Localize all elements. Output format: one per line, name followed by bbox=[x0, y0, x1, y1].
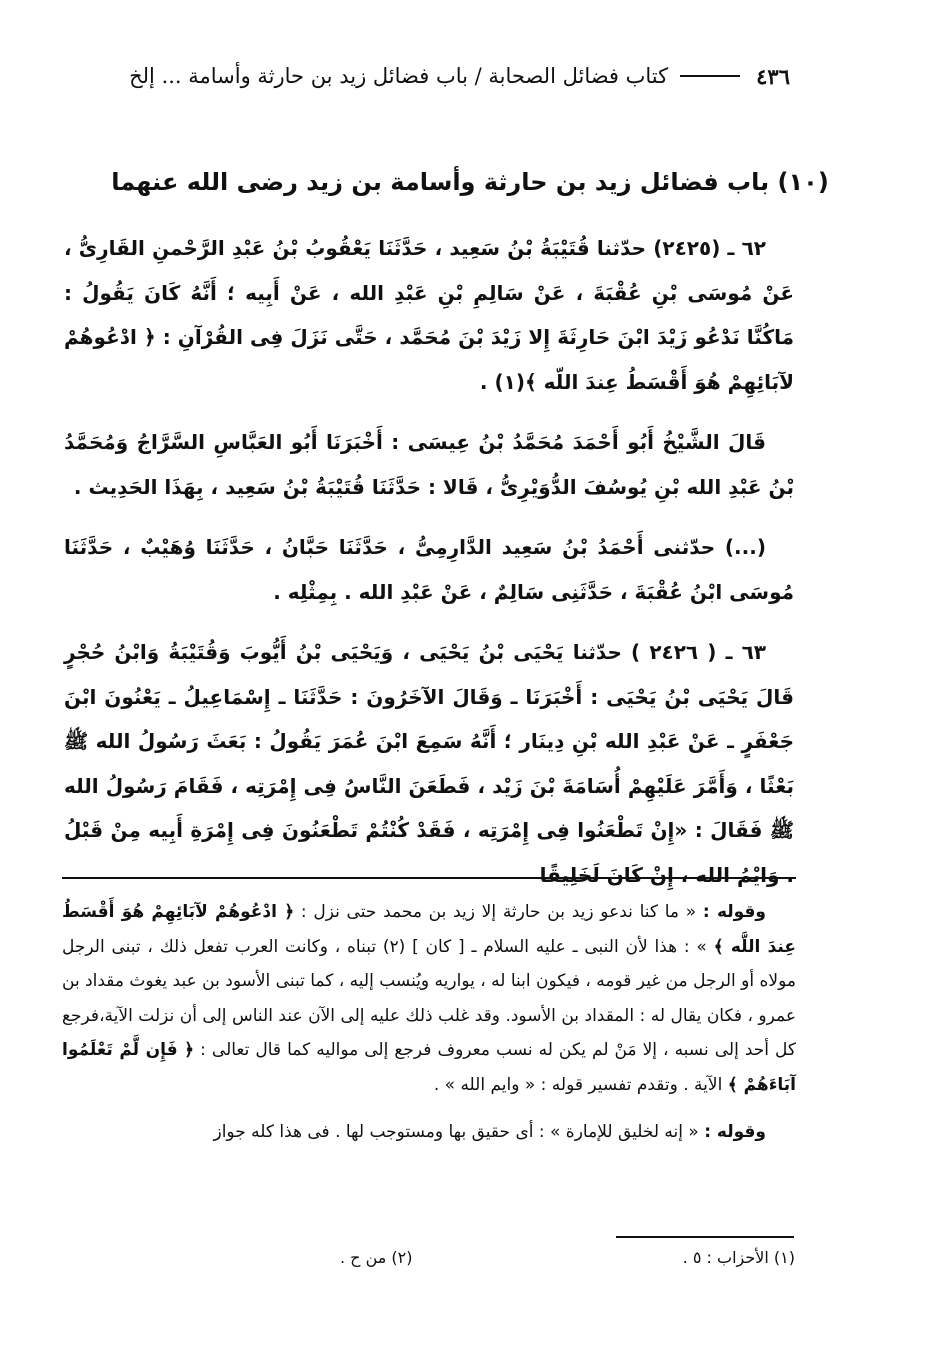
hadith-paragraph: ٦٢ ـ (٢٤٢٥) حدّثنا قُتَيْبَةُ بْنُ سَعِيد ، حَدَّثَنَا يَعْقُوبُ بْنُ عَبْدِ الرَّحْمنِ القَارِىُّ ، عَنْ مُوسَى بْنِ عُقْبَةَ ، عَنْ سَالِمِ بْنِ عَبْدِ الله ، عَنْ أَبِيه ؛ أَنَّهُ كَانَ يَقُولُ : مَاكُنَّا نَدْعُو زَيْدَ ابْنَ حَارِثَةَ إِلا زَيْدَ بْنَ مُحَمَّد ، حَتَّى نَزَلَ فِى القُرْآنِ : ﴿ ادْعُوهُمْ لآبَائِهِمْ هُوَ أَقْسَطُ عِندَ اللّه ﴾(١) . bbox=[64, 236, 794, 394]
commentary-divider bbox=[62, 877, 796, 879]
footnote-2: (٢) من ح . bbox=[340, 1248, 413, 1267]
quran-quote: ﴿ فَإِن لَّمْ تَعْلَمُوا آبَاءَهُمْ ﴾ bbox=[62, 1040, 796, 1095]
running-header bbox=[30, 58, 790, 94]
commentary-text: الآية . وتقدم تفسير قوله : « وايم الله » . bbox=[433, 1074, 728, 1095]
commentary-paragraph bbox=[62, 895, 796, 1102]
header-rule bbox=[680, 75, 740, 77]
quran-quote: ﴿ ادْعُوهُمْ لآبَائِهِمْ هُوَ أَقْسَطُ عِندَ اللَّه ﴾ bbox=[62, 902, 796, 957]
footnotes bbox=[340, 1248, 795, 1278]
page-number: ٤٣٦ bbox=[756, 63, 790, 89]
hadith-text bbox=[64, 226, 794, 897]
commentary-text: » : هذا لأن النبى ـ عليه السلام ـ [ كان ] (٢) تبناه ، وكانت العرب تفعل ذلك ، تبنى الرجل مولاه أو الرجل من غير قومه ، فيكون ابنا له ، يواريه ويُنسب إليه ، كما تبنى الأسود بن عبد يغوث مقداد بن عمرو ، فكان يقال له : المقداد بن الأسود. وقد غلب ذلك عليه إلى الآن عند الناس إلى أن نزلت الآية،فرجع كل أحد إلى نسبه ، إلا مَنْ لم يكن له نسب معروف فرجع إلى مواليه كما قال تعالى : bbox=[62, 936, 796, 1060]
footnote-1: (١) الأحزاب : ٥ . bbox=[682, 1248, 795, 1267]
running-title: كتاب فضائل الصحابة / باب فضائل زيد بن حارثة وأسامة ... إلخ bbox=[129, 64, 669, 88]
commentary-lead: وقوله : bbox=[702, 902, 767, 922]
commentary-text: « ما كنا ندعو زيد بن حارثة إلا زيد بن محمد حتى نزل : bbox=[294, 902, 703, 922]
hadith-paragraph: قَالَ الشَّيْخُ أَبُو أَحْمَدَ مُحَمَّدُ بْنُ عِيسَى : أَخْبَرَنَا أَبُو العَبَّاسِ السَّرَّاجُ وَمُحَمَّدُ بْنُ عَبْدِ الله بْنِ يُوسُفَ الدُّوَيْرِىُّ ، قَالا : حَدَّثَنَا قُتَيْبَةُ بْنُ سَعِيد ، بِهَذَا الحَدِيث . bbox=[64, 430, 794, 499]
footnote-divider bbox=[616, 1236, 794, 1238]
commentary-paragraph bbox=[62, 1115, 796, 1150]
hadith-paragraph: (...) حدّثنى أَحْمَدُ بْنُ سَعِيد الدَّارِمِىُّ ، حَدَّثَنَا حَبَّانُ ، حَدَّثَنَا وُهَيْبٌ ، حَدَّثَنَا مُوسَى ابْنُ عُقْبَةَ ، حَدَّثَنِى سَالِمٌ ، عَنْ عَبْدِ الله . بِمِثْلِه . bbox=[64, 535, 794, 604]
commentary-lead: وقوله : bbox=[704, 1122, 766, 1142]
commentary-text: « إنه لخليق للإمارة » : أى حقيق بها ومستوجب لها . فى هذا كله جواز bbox=[213, 1122, 705, 1142]
commentary bbox=[62, 895, 796, 1150]
hadith-paragraph: ٦٣ ـ ( ٢٤٢٦ ) حدّثنا يَحْيَى بْنُ يَحْيَى ، وَيَحْيَى بْنُ أَيُّوبَ وَقُتَيْبَةُ وَابْنُ حُجْرٍ قَالَ يَحْيَى بْنُ يَحْيَى : أَخْبَرَنَا ـ وَقَالَ الآخَرُونَ : حَدَّثَنَا ـ إِسْمَاعِيلُ ـ يَعْنُونَ ابْنَ جَعْفَرٍ ـ عَنْ عَبْدِ الله بْنِ دِينَار ؛ أَنَّهُ سَمِعَ ابْنَ عُمَرَ يَقُولُ : بَعَثَ رَسُولُ الله ﷺ بَعْثًا ، وَأَمَّرَ عَلَيْهِمْ أُسَامَةَ بْنَ زَيْد ، فَطَعَنَ النَّاسُ فِى إِمْرَتِه ، فَقَامَ رَسُولُ الله ﷺ فَقَالَ : «إِنْ تَطْعَنُوا فِى إِمْرَتِه ، فَقَدْ كُنْتُمْ تَطْعَنُونَ فِى إِمْرَةِ أَبِيه مِنْ قَبْلُ . وَايْمُ الله ، إِنْ كَانَ لَخَلِيقًا bbox=[64, 640, 794, 887]
chapter-title: (١٠) باب فضائل زيد بن حارثة وأسامة بن زيد رضى الله عنهما bbox=[111, 168, 829, 196]
